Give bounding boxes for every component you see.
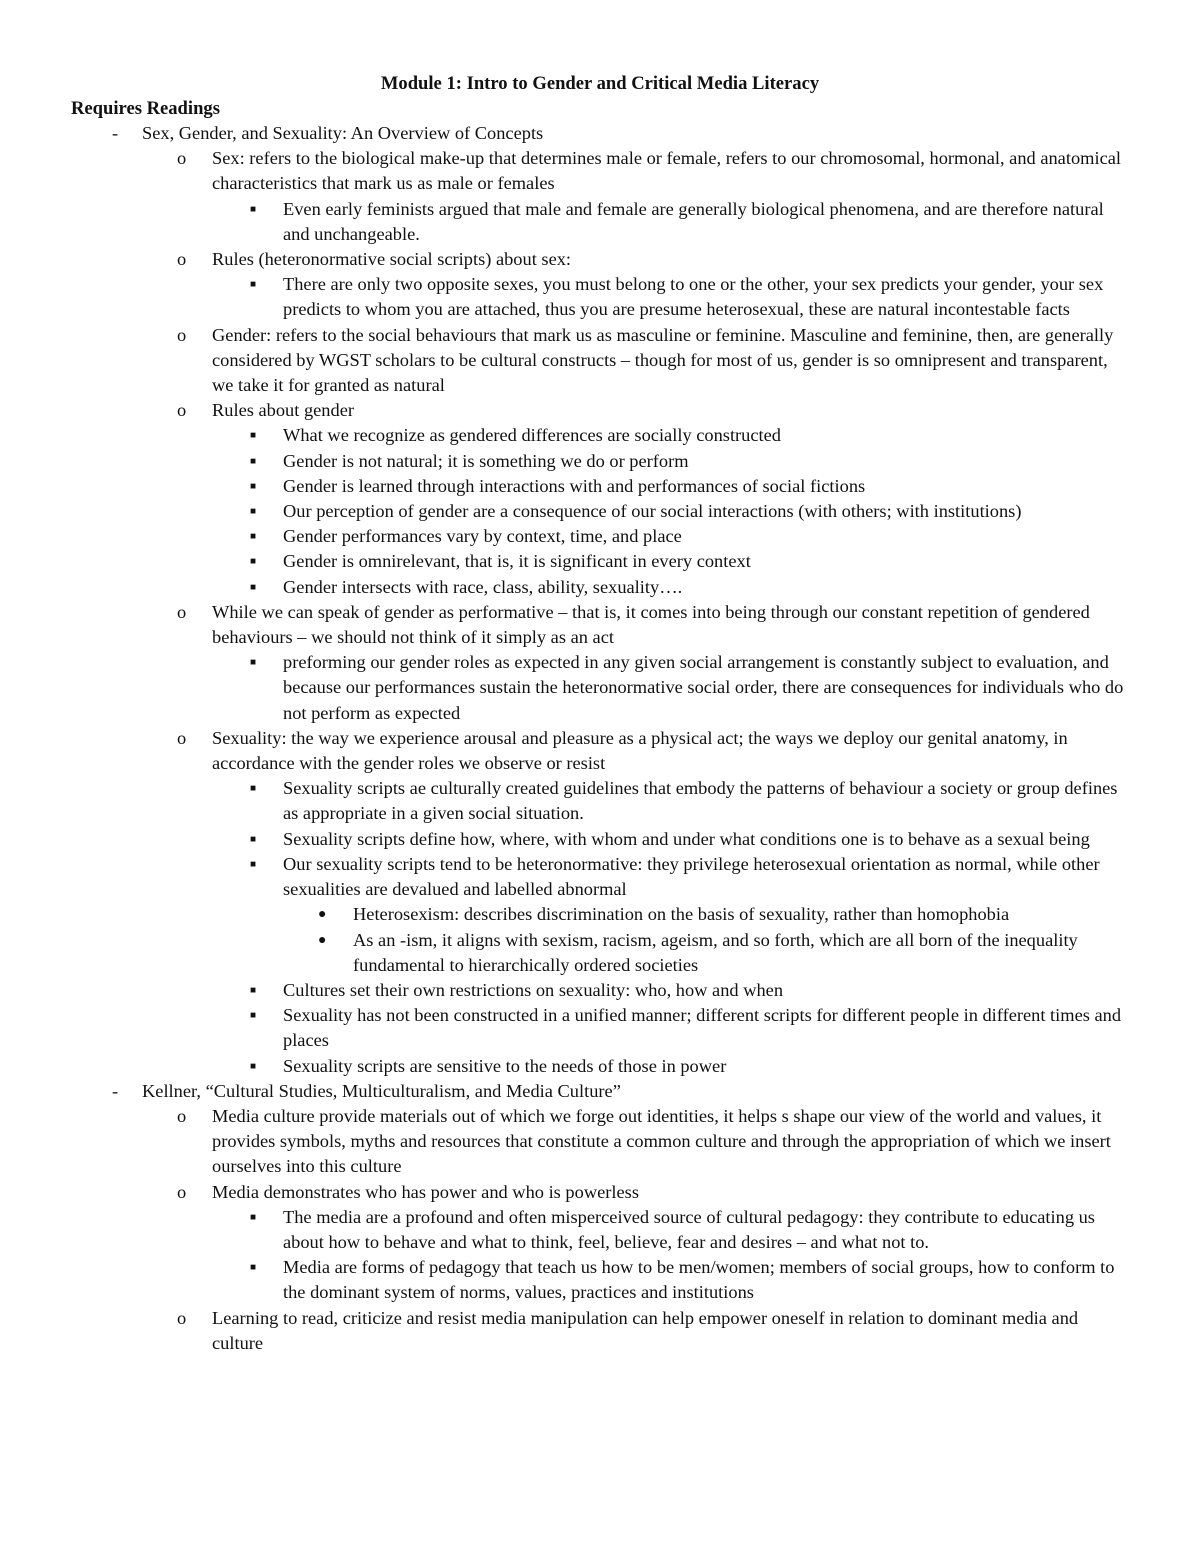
outline-level-2 <box>0 1104 1200 1356</box>
detail-item <box>0 1255 1200 1305</box>
bullet-marker: ■ <box>250 657 257 669</box>
detail-item <box>0 575 1200 600</box>
concept-item <box>0 398 1200 600</box>
detail-item <box>0 197 1200 247</box>
detail-item-text: Gender intersects with race, class, ability, sexuality…. <box>283 576 683 597</box>
detail-item <box>0 827 1200 852</box>
outline-level-1 <box>0 121 1200 1356</box>
bullet-marker: ■ <box>250 480 257 492</box>
detail-item <box>0 423 1200 448</box>
concept-item-text: While we can speak of gender as performative – that is, it comes into being through our constant repetition of gendered behaviours – we should not think of it simply as an act <box>212 601 1090 648</box>
concept-item <box>0 247 1200 323</box>
bullet-marker: ■ <box>250 1211 257 1223</box>
outline-level-3 <box>0 272 1200 322</box>
detail-item <box>0 549 1200 574</box>
bullet-marker: o <box>177 1307 187 1328</box>
section-heading: Requires Readings <box>71 98 220 119</box>
detail-item-text: What we recognize as gendered differences are socially constructed <box>283 425 782 446</box>
detail-item-text: Gender is omnirelevant, that is, it is significant in every context <box>283 551 751 572</box>
document-title: Module 1: Intro to Gender and Critical Media Literacy <box>380 73 820 94</box>
detail-item <box>0 650 1200 726</box>
reading-item-text: Kellner, “Cultural Studies, Multiculturalism, and Media Culture” <box>142 1080 621 1101</box>
detail-item-text: Gender performances vary by context, time, and place <box>283 526 682 547</box>
detail-item-text: Gender is learned through interactions with and performances of social fictions <box>283 475 866 496</box>
bullet-marker: o <box>177 601 187 622</box>
bullet-marker: ● <box>318 932 327 948</box>
bullet-marker: ■ <box>250 506 257 518</box>
detail-item-text: Sexuality scripts define how, where, with whom and under what conditions one is to behave as a sexual being <box>283 828 1090 849</box>
bullet-marker: ■ <box>250 455 257 467</box>
concept-item-text: Gender: refers to the social behaviours that mark us as masculine or feminine. Masculine and feminine, then, are generally considered by WGST scholars to be cultural constructs – though for most of us, gender is so omnipresent and transparent, we take it for granted as natural <box>212 324 1114 396</box>
bullet-marker: o <box>177 400 187 421</box>
detail-item-text: Gender is not natural; it is something we do or perform <box>283 450 689 471</box>
concept-item-text: Sex: refers to the biological make-up that determines male or female, refers to our chromosomal, hormonal, and anatomical characteristics that mark us as male or females <box>212 148 1121 194</box>
detail-item-text: Sexuality scripts ae culturally created guidelines that embody the patterns of behaviour a society or group defines as appropriate in a given social situation. <box>283 778 1118 824</box>
detail-item <box>0 1205 1200 1255</box>
concept-item-text: Media demonstrates who has power and who is powerless <box>212 1181 639 1202</box>
concept-item <box>0 146 1200 247</box>
detail-item-text: preforming our gender roles as expected in any given social arrangement is constantly subject to evaluation, and because our performances sustain the heteronormative social order, there are consequences for individuals who do not perform as expected <box>283 652 1124 723</box>
concept-item-text: Rules (heteronormative social scripts) about sex: <box>212 249 572 270</box>
outline-level-3 <box>0 776 1200 1078</box>
reading-item <box>0 121 1200 1079</box>
bullet-marker: ■ <box>250 581 257 593</box>
reading-item-text: Sex, Gender, and Sexuality: An Overview of Concepts <box>142 123 544 143</box>
bullet-marker: o <box>177 1181 187 1202</box>
detail-item <box>0 499 1200 524</box>
outline-level-2 <box>0 146 1200 1079</box>
detail-item <box>0 1003 1200 1053</box>
detail-item <box>0 524 1200 549</box>
outline-level-3 <box>0 650 1200 726</box>
outline-level-3 <box>0 197 1200 247</box>
bullet-marker: - <box>112 1080 119 1101</box>
outline-level-3 <box>0 423 1200 599</box>
detail-item-text: Our sexuality scripts tend to be heteronormative: they privilege heterosexual orientation as normal, while other sexualities are devalued and labelled abnormal <box>283 853 1100 900</box>
detail-item-text: Sexuality has not been constructed in a unified manner; different scripts for different people in different times and places <box>283 1005 1122 1051</box>
bullet-marker: ■ <box>250 279 257 291</box>
bullet-marker: ● <box>318 907 327 923</box>
detail-item <box>0 272 1200 322</box>
detail-item <box>0 978 1200 1003</box>
bullet-marker: ■ <box>250 556 257 568</box>
outline-level-4 <box>0 902 1200 978</box>
bullet-marker: o <box>177 148 187 169</box>
detail-item-text: Media are forms of pedagogy that teach us how to be men/women; members of social groups, how to conform to the dominant system of norms, values, practices and institutions <box>283 1257 1115 1303</box>
detail-item-text: Even early feminists argued that male and female are generally biological phenomena, and are therefore natural and unchangeable. <box>283 198 1104 244</box>
detail-item-text: The media are a profound and often misperceived source of cultural pedagogy: they contribute to educating us about how to behave and what to think, feel, believe, fear and desires – and what not to. <box>283 1206 1095 1252</box>
detail-item-text: Our perception of gender are a consequence of our social interactions (with others; with institutions) <box>283 501 1022 522</box>
bullet-marker: ■ <box>250 783 257 795</box>
bullet-marker: o <box>177 727 187 748</box>
concept-item <box>0 1180 1200 1306</box>
bullet-marker: o <box>177 1105 187 1126</box>
bullet-marker: ■ <box>250 984 257 996</box>
concept-item <box>0 323 1200 399</box>
concept-item-text: Rules about gender <box>212 400 354 421</box>
bullet-marker: ■ <box>250 858 257 870</box>
bullet-marker: ■ <box>250 430 257 442</box>
concept-item <box>0 600 1200 726</box>
notes-outline <box>0 121 1200 1356</box>
bullet-marker: ■ <box>250 1010 257 1022</box>
reading-item <box>0 1079 1200 1356</box>
detail-item <box>0 852 1200 978</box>
detail-item <box>0 449 1200 474</box>
bullet-marker: ■ <box>250 1262 257 1274</box>
bullet-marker: ■ <box>250 531 257 543</box>
detail-item-text: Cultures set their own restrictions on sexuality: who, how and when <box>283 979 784 1000</box>
subdetail-item <box>0 902 1200 927</box>
subdetail-item <box>0 928 1200 978</box>
detail-item-text: Sexuality scripts are sensitive to the needs of those in power <box>283 1055 727 1076</box>
concept-item-text: Learning to read, criticize and resist media manipulation can help empower oneself in relation to dominant media and culture <box>212 1307 1079 1353</box>
concept-item <box>0 1104 1200 1180</box>
bullet-marker: ■ <box>250 1060 257 1072</box>
concept-item <box>0 1306 1200 1356</box>
bullet-marker: ■ <box>250 833 257 845</box>
detail-item-text: There are only two opposite sexes, you must belong to one or the other, your sex predicts your gender, your sex predicts to whom you are attached, thus you are presume heterosexual, these are natural incontestable facts <box>283 274 1104 320</box>
bullet-marker: ■ <box>250 203 257 215</box>
concept-item-text: Sexuality: the way we experience arousal and pleasure as a physical act; the ways we deploy our genital anatomy, in accordance with the gender roles we observe or resist <box>212 727 1068 774</box>
bullet-marker: - <box>112 123 119 143</box>
bullet-marker: o <box>177 324 187 345</box>
outline-level-3 <box>0 1205 1200 1306</box>
subdetail-item-text: As an -ism, it aligns with sexism, racism, ageism, and so forth, which are all born of the inequality fundamental to hierarchically ordered societies <box>353 929 1078 975</box>
detail-item <box>0 776 1200 826</box>
bullet-marker: o <box>177 249 187 270</box>
concept-item <box>0 726 1200 1079</box>
concept-item-text: Media culture provide materials out of which we forge out identities, it helps s shape our view of the world and values, it provides symbols, myths and resources that constitute a common culture and through the appropriation of which we insert ourselves into this culture <box>212 1105 1111 1177</box>
detail-item <box>0 474 1200 499</box>
detail-item <box>0 1054 1200 1079</box>
subdetail-item-text: Heterosexism: describes discrimination on the basis of sexuality, rather than homophobia <box>353 904 1010 925</box>
